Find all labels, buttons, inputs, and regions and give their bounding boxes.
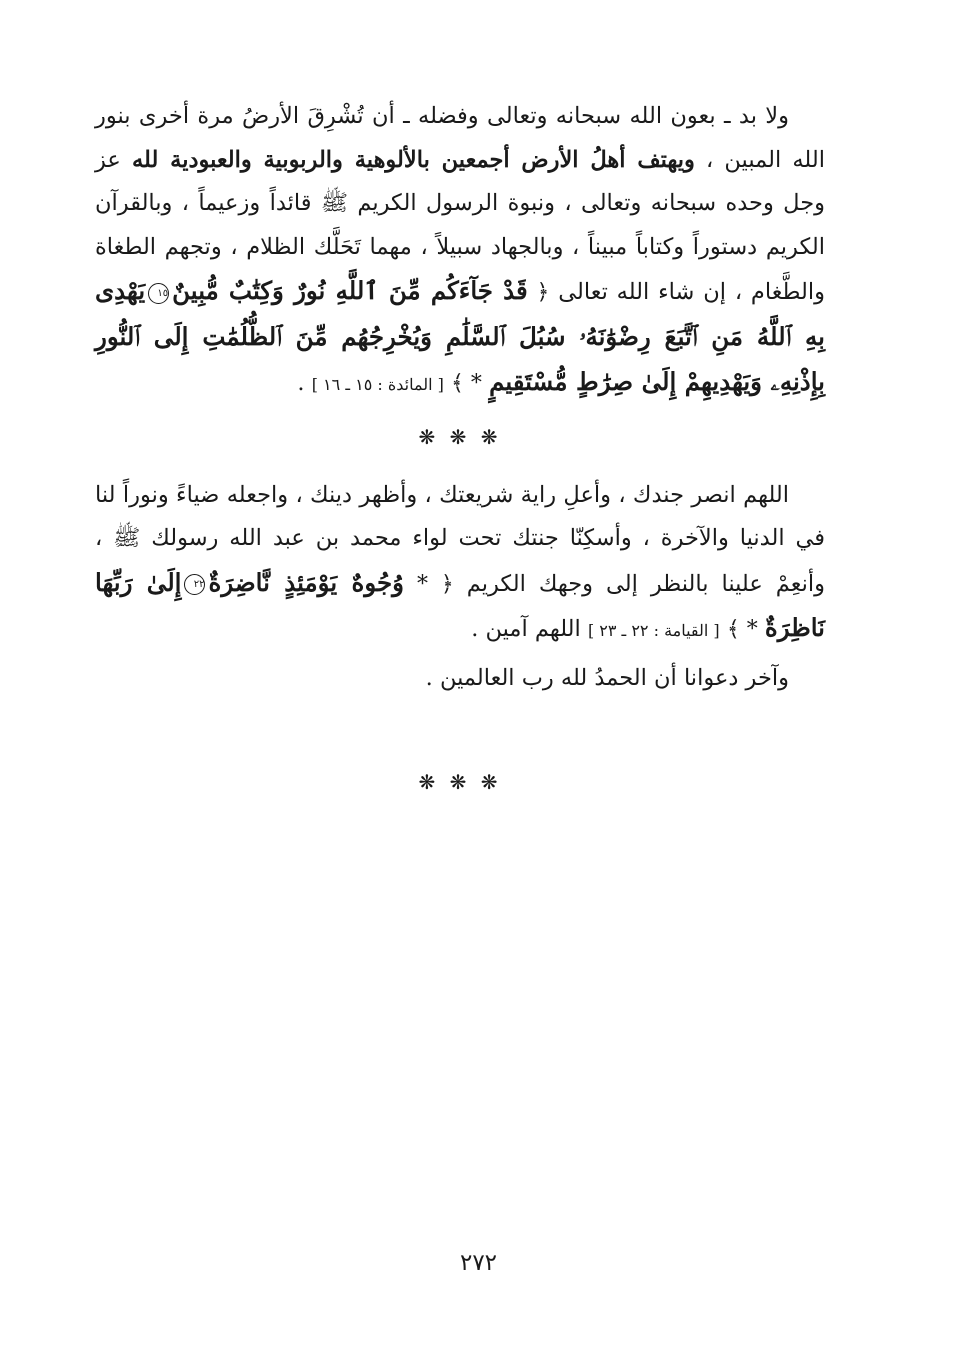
- separator-stars-2: ❋ ❋ ❋: [418, 770, 502, 794]
- quran-reference-qiyamah: [ القيامة : ٢٢ ـ ٢٣ ]: [587, 621, 720, 640]
- para1-line3: عز وجل وحده سبحانه وتعالى ، ونبوة الرسول الكريم ﷺ قائداً وزعيماً ،: [95, 146, 825, 216]
- para1-line2: بنور الله المبين ،: [95, 103, 825, 173]
- paragraph-1: [95, 95, 825, 407]
- quran-verse-23: إِلَىٰ رَبِّهَا نَاظِرَةٌ: [95, 567, 825, 642]
- para1-line5: وتجهم الطغاة والطَّغام ، إن شاء الله تعالى: [95, 233, 825, 305]
- quran-close-bracket: * ﴾: [726, 617, 758, 642]
- para1-line4: وبالقرآن الكريم دستوراً وكتاباً مبيناً ، وبالجهاد سبيلاً ، مهما تَحَلَّك الظلام ،: [95, 190, 825, 260]
- quran-open-bracket: ﴿: [536, 280, 550, 305]
- para2-end: اللهم آمين .: [471, 616, 581, 642]
- para1-end: .: [297, 370, 305, 396]
- separator-stars-1: ❋ ❋ ❋: [418, 424, 502, 449]
- quran-verse-15: قَدْ جَآءَكُم مِّنَ ٱللَّهِ نُورٌ وَكِتَٰبٌ مُّبِينٌ: [172, 276, 528, 305]
- para2-text: اللهم انصر جندك ، وأعلِ راية شريعتك ، وأظهر دينك ، واجعله ضياءً ونوراً لنا في الدنيا والآخرة ، وأسكِنّا جنتك تحت لواء محمد بن عبد الله رسولك ﷺ ، وأنعِمْ علينا بالنظر إلى وجهك الكريم: [95, 481, 826, 597]
- paragraph-3: [95, 657, 825, 701]
- quran-verse-16: يَهْدِى بِهِ ٱللَّهُ مَنِ ٱتَّبَعَ رِضْوَٰنَهُۥ سُبُلَ ٱلسَّلَٰمِ وَيُخْرِجُهُم مِّنَ ٱلظُّلُمَٰتِ إِلَى ٱلنُّورِ بِإِذْنِهِۦ وَيَهْدِيهِمْ إِلَىٰ صِرَٰطٍ مُّسْتَقِيمٍ: [95, 276, 825, 396]
- quran-open-bracket: ﴿ *: [417, 571, 454, 597]
- ayah-number-15: ١٥: [148, 283, 169, 304]
- para1-line2-bold: ويهتف أهلُ الأرض أجمعين بالألوهية والربوبية والعبودية لله: [131, 146, 695, 173]
- page-body: [95, 95, 825, 794]
- paragraph-2: [95, 474, 825, 653]
- para1-line1: ولا بد ـ بعون الله سبحانه وتعالى وفضله ـ أن تُشْرِقَ الأرضُ مرة أخرى: [138, 103, 790, 129]
- closing-supplication: وآخر دعوانا أن الحمدُ لله رب العالمين .: [425, 664, 789, 691]
- quran-reference-maidah: [ المائدة : ١٥ ـ ١٦ ]: [311, 375, 444, 394]
- page-number: ٢٧٢: [459, 1250, 498, 1276]
- ayah-number-22: ٢٢: [184, 574, 205, 595]
- quran-close-bracket: * ﴾: [451, 371, 482, 396]
- quran-verse-22: وُجُوهٌ يَوْمَئِذٍ نَّاضِرَةٌ: [208, 567, 404, 597]
